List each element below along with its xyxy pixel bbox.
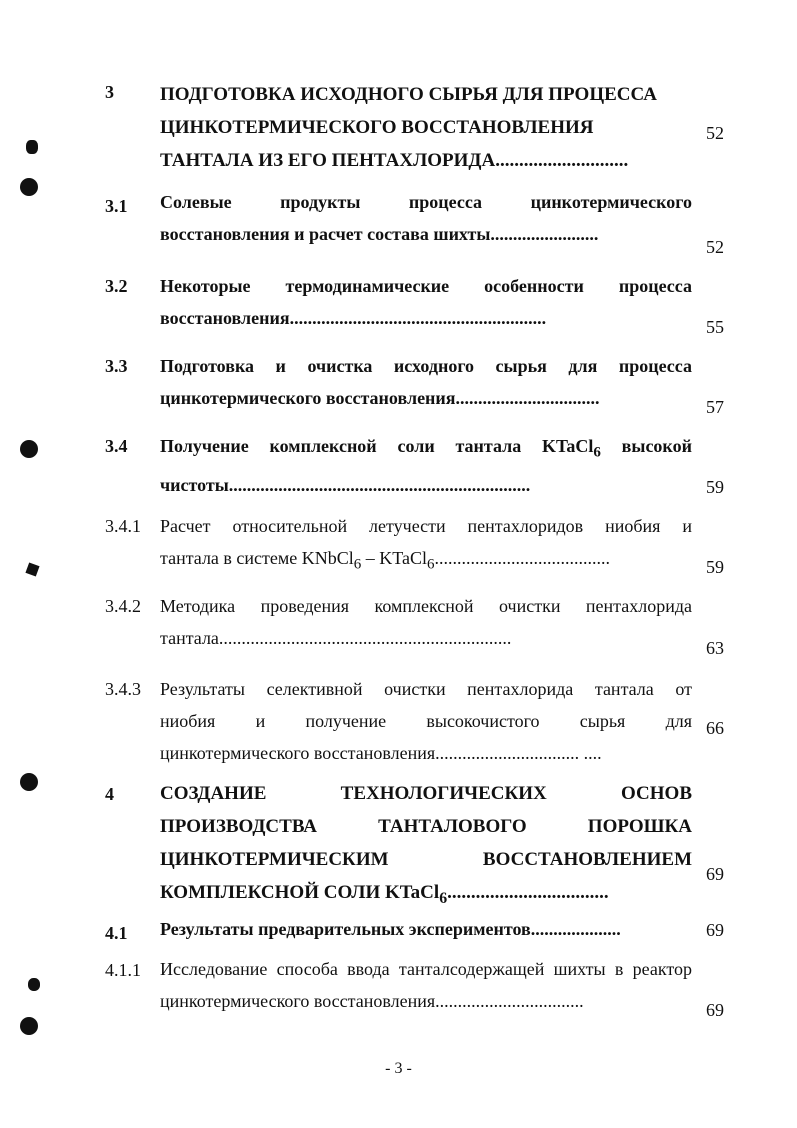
toc-line: Результаты селективной очистки пентахлорида тантала от — [160, 679, 692, 699]
binder-hole — [20, 1017, 38, 1035]
toc-line: Расчет относительной летучести пентахлоридов ниобия и — [160, 516, 692, 536]
toc-word: комплексной — [269, 436, 377, 456]
toc-line — [160, 430, 692, 469]
toc-page: 55 — [706, 317, 724, 337]
toc-page: 69 — [706, 864, 724, 884]
toc-number: 3 — [105, 82, 114, 102]
toc-line: ЦИНКОТЕРМИЧЕСКИМ ВОССТАНОВЛЕНИЕМ — [160, 849, 692, 870]
toc-line: Методика проведения комплексной очистки пентахлорида — [160, 596, 692, 616]
toc-number: 3.1 — [105, 196, 128, 216]
toc-text: КОМПЛЕКСНОЙ СОЛИ KTaCl — [160, 882, 440, 903]
toc-number: 4.1.1 — [105, 960, 141, 980]
toc-page: 52 — [706, 123, 724, 143]
toc-title — [160, 186, 692, 250]
toc-title — [160, 777, 692, 915]
toc-page: 57 — [706, 397, 724, 417]
toc-line: ПРОИЗВОДСТВА ТАНТАЛОВОГО ПОРОШКА — [160, 816, 692, 837]
toc-title — [160, 510, 692, 581]
toc-line: цинкотермического восстановления................................ — [160, 388, 600, 408]
toc-title — [160, 673, 692, 769]
toc-word: высокой — [621, 436, 692, 456]
toc-number: 3.3 — [105, 356, 128, 376]
toc-line: Результаты предварительных экспериментов.................... — [160, 919, 621, 939]
toc-line: цинкотермического восстановления................................ .... — [160, 743, 602, 763]
toc-title — [160, 270, 692, 334]
toc-page: 59 — [706, 557, 724, 577]
toc-number: 3.4.3 — [105, 679, 141, 699]
toc-number: 3.4.1 — [105, 516, 141, 536]
toc-line: ЦИНКОТЕРМИЧЕСКОГО ВОССТАНОВЛЕНИЯ — [160, 117, 594, 138]
toc-line — [160, 876, 692, 915]
toc-page: 63 — [706, 638, 724, 658]
page-number-footer: - 3 - — [385, 1060, 412, 1077]
toc-page: 69 — [706, 1000, 724, 1020]
toc-leader: .................................. — [447, 882, 609, 903]
toc-number: 4.1 — [105, 923, 128, 943]
toc-line: Некоторые термодинамические особенности процесса — [160, 276, 692, 296]
toc-title — [160, 953, 692, 1017]
subscript: 6 — [427, 556, 435, 573]
toc-text: тантала в системе KNbCl — [160, 548, 354, 568]
binder-hole — [20, 178, 38, 196]
toc-line: восстановления......................................................... — [160, 308, 547, 328]
subscript: 6 — [593, 444, 601, 461]
toc-line: восстановления и расчет состава шихты........................ — [160, 224, 599, 244]
toc-line: цинкотермического восстановления................................. — [160, 991, 584, 1011]
toc-word: соли — [397, 436, 435, 456]
toc-word: Получение — [160, 436, 249, 456]
toc-number: 3.4.2 — [105, 596, 141, 616]
toc-line: Солевые продукты процесса цинкотермического — [160, 192, 692, 212]
toc-formula: KTaCl$_6$ — [542, 436, 601, 461]
toc-page: 59 — [706, 477, 724, 497]
toc-line — [160, 542, 692, 581]
toc-title — [160, 430, 692, 501]
toc-line: Исследование способа ввода танталсодержащей шихты в реактор — [160, 959, 692, 979]
binder-hole — [20, 773, 38, 791]
toc-number: 3.4 — [105, 436, 128, 456]
scan-speck — [28, 978, 40, 991]
toc-word: тантала — [455, 436, 522, 456]
toc-title — [160, 913, 692, 945]
toc-page: 52 — [706, 237, 724, 257]
toc-title — [160, 590, 692, 654]
toc-title — [160, 78, 692, 177]
subscript: 6 — [353, 556, 362, 573]
toc-line: СОЗДАНИЕ ТЕХНОЛОГИЧЕСКИХ ОСНОВ — [160, 783, 692, 804]
toc-page: 66 — [706, 718, 724, 738]
subscript: 6 — [439, 889, 448, 907]
toc-line: тантала................................................................. — [160, 628, 512, 648]
scan-speck — [26, 140, 38, 154]
toc-line: чистоты................................................................... — [160, 474, 531, 495]
scan-speck — [25, 562, 39, 576]
toc-number: 3.2 — [105, 276, 128, 296]
toc-line: ТАНТАЛА ИЗ ЕГО ПЕНТАХЛОРИДА............................ — [160, 150, 629, 171]
toc-page: 69 — [706, 920, 724, 940]
toc-line: ПОДГОТОВКА ИСХОДНОГО СЫРЬЯ ДЛЯ ПРОЦЕССА — [160, 84, 657, 105]
toc-number: 4 — [105, 784, 114, 804]
toc-title — [160, 350, 692, 414]
toc-line: ниобия и получение высокочистого сырья для — [160, 711, 692, 731]
toc-leader: ....................................... — [434, 548, 610, 568]
toc-text: – KTaCl — [361, 548, 427, 568]
toc-line: Подготовка и очистка исходного сырья для процесса — [160, 356, 692, 376]
binder-hole — [20, 440, 38, 458]
